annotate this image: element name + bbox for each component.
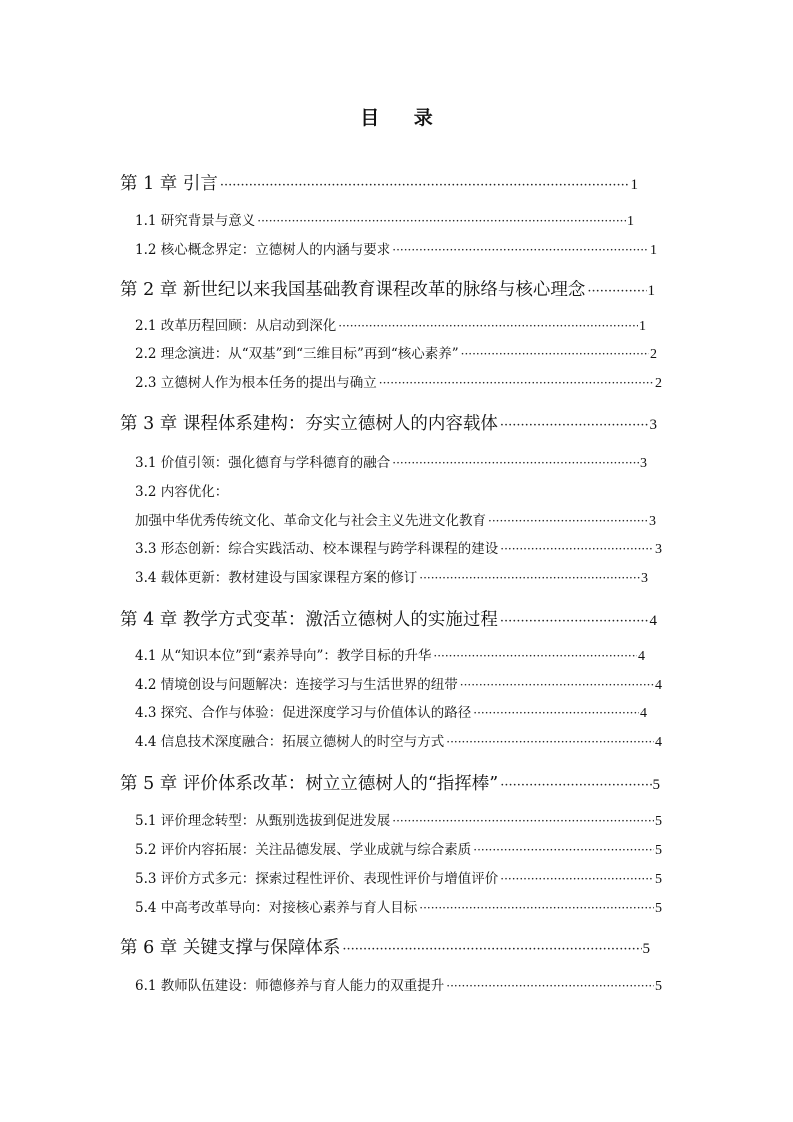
toc-entry-label: 5.1 评价理念转型：从甄别选拔到促进发展 — [135, 813, 391, 829]
dot-leader — [392, 239, 649, 261]
toc-section-entry[interactable] — [135, 897, 662, 919]
toc-section-entry[interactable] — [135, 975, 662, 997]
toc-entry-label: 3.3 形态创新：综合实践活动、校本课程与跨学科课程的建设 — [135, 541, 499, 557]
toc-entry-label: 第 3 章 课程体系建构：夯实立德树人的内容载体 — [120, 414, 498, 434]
toc-entry-label: 加强中华优秀传统文化、革命文化与社会主义先进文化教育 — [135, 513, 486, 529]
dot-leader — [473, 702, 639, 724]
dot-leader — [500, 413, 649, 437]
toc-entry-label: 4.4 信息技术深度融合：拓展立德树人的时空与方式 — [135, 734, 445, 750]
toc-entry-label: 2.3 立德树人作为根本任务的提出与确立 — [135, 375, 377, 391]
toc-page-number: 4 — [638, 649, 645, 664]
toc-page-number: 1 — [639, 319, 646, 334]
toc-entry-label: 第 5 章 评价体系改革：树立立德树人的“指挥棒” — [120, 774, 499, 794]
dot-leader — [433, 645, 637, 667]
toc-entry-label: 4.2 情境创设与问题解决：连接学习与生活世界的纽带 — [135, 677, 458, 693]
toc-entry-label: 第 6 章 关键支撑与保障体系 — [120, 938, 341, 958]
dot-leader — [500, 868, 654, 890]
toc-page-number: 2 — [655, 376, 662, 391]
toc-entry-label: 3.4 载体更新：教材建设与国家课程方案的修订 — [135, 570, 418, 586]
toc-section-entry[interactable] — [135, 538, 662, 560]
toc-page-number: 3 — [641, 571, 648, 586]
dot-leader — [461, 343, 649, 365]
toc-page-number: 1 — [650, 243, 657, 258]
dot-leader — [473, 839, 654, 861]
toc-page-number: 5 — [655, 979, 662, 994]
toc-page-number: 5 — [655, 843, 662, 858]
toc-title: 目 录 — [360, 107, 447, 129]
toc-section-entry[interactable] — [135, 702, 647, 724]
toc-section-entry[interactable] — [135, 510, 656, 532]
dot-leader — [500, 538, 654, 560]
toc-page-number: 5 — [652, 777, 660, 793]
toc-page-number: 5 — [655, 872, 662, 887]
toc-page-number: 3 — [649, 417, 657, 433]
toc-page-number: 3 — [649, 514, 656, 529]
toc-section-entry[interactable] — [135, 372, 662, 394]
toc-entry-label: 2.2 理念演进：从“双基”到“三维目标”再到“核心素养” — [135, 346, 459, 362]
dot-leader — [419, 567, 640, 589]
dot-leader — [500, 773, 651, 797]
toc-entry-label: 3.1 价值引领：强化德育与学科德育的融合 — [135, 455, 391, 471]
dot-leader — [500, 609, 649, 633]
dot-leader — [392, 810, 654, 832]
toc-chapter-entry[interactable] — [120, 935, 650, 961]
dot-leader — [338, 315, 638, 337]
toc-entry-label: 5.4 中高考改革导向：对接核心素养与育人目标 — [135, 900, 418, 916]
dot-leader — [342, 937, 641, 961]
toc-entry-label: 5.3 评价方式多元：探索过程性评价、表现性评价与增值评价 — [135, 871, 499, 887]
dot-leader — [488, 510, 648, 532]
toc-section-entry[interactable] — [135, 343, 657, 365]
toc-page-number: 2 — [650, 347, 657, 362]
toc-page-number: 1 — [627, 214, 634, 229]
toc-page-number: 5 — [642, 941, 650, 957]
toc-section-entry[interactable] — [135, 731, 662, 753]
toc-section-entry[interactable] — [135, 567, 648, 589]
toc-page-number: 3 — [655, 542, 662, 557]
toc-page-number: 4 — [649, 613, 657, 629]
toc-page-number: 4 — [640, 706, 647, 721]
toc-chapter-entry[interactable] — [120, 411, 657, 437]
toc-page-number: 5 — [655, 814, 662, 829]
toc-entry-label: 6.1 教师队伍建设：师德修养与育人能力的双重提升 — [135, 978, 445, 994]
toc-entry-label: 第 1 章 引言 — [120, 174, 218, 194]
toc-chapter-entry[interactable] — [120, 171, 638, 197]
toc-page-number: 5 — [655, 901, 662, 916]
dot-leader — [392, 452, 639, 474]
toc-entry-label: 1.1 研究背景与意义 — [135, 213, 256, 229]
toc-entry-label: 4.1 从“知识本位”到“素养导向”：教学目标的升华 — [135, 648, 432, 664]
toc-chapter-entry[interactable] — [120, 771, 660, 797]
toc-page-number: 1 — [647, 283, 655, 299]
toc-section-entry[interactable] — [135, 674, 662, 696]
toc-page-number: 4 — [655, 678, 662, 693]
dot-leader — [446, 731, 654, 753]
toc-section-entry[interactable] — [135, 315, 646, 337]
toc-page-number: 1 — [630, 177, 638, 193]
toc-entry-label: 2.1 改革历程回顾：从启动到深化 — [135, 318, 337, 334]
toc-section-entry[interactable] — [135, 210, 634, 232]
toc-entry-label: 第 4 章 教学方式变革：激活立德树人的实施过程 — [120, 610, 498, 630]
toc-section-entry[interactable] — [135, 239, 657, 261]
toc-section-entry[interactable] — [135, 839, 662, 861]
toc-chapter-entry[interactable] — [120, 607, 657, 633]
toc-section-entry[interactable] — [135, 810, 662, 832]
dot-leader — [379, 372, 654, 394]
dot-leader — [587, 279, 646, 303]
dot-leader — [257, 210, 626, 232]
toc-section-entry[interactable] — [135, 645, 645, 667]
toc-page-number: 4 — [655, 735, 662, 750]
toc-entry-label: 1.2 核心概念界定：立德树人的内涵与要求 — [135, 242, 391, 258]
toc-entry-label: 第 2 章 新世纪以来我国基础教育课程改革的脉络与核心理念 — [120, 280, 586, 300]
dot-leader — [460, 674, 654, 696]
toc-section-entry[interactable] — [135, 868, 662, 890]
toc-entry-label: 5.2 评价内容拓展：关注品德发展、学业成就与综合素质 — [135, 842, 472, 858]
toc-page-number: 3 — [640, 456, 647, 471]
toc-section-entry[interactable] — [135, 452, 647, 474]
toc-entry-label: 4.3 探究、合作与体验：促进深度学习与价值体认的路径 — [135, 705, 472, 721]
dot-leader — [446, 975, 654, 997]
dot-leader — [220, 173, 630, 197]
toc-chapter-entry[interactable] — [120, 277, 655, 303]
toc-entry-label: 3.2 内容优化： — [135, 484, 229, 500]
dot-leader — [419, 897, 654, 919]
toc-section-entry[interactable] — [135, 481, 228, 503]
